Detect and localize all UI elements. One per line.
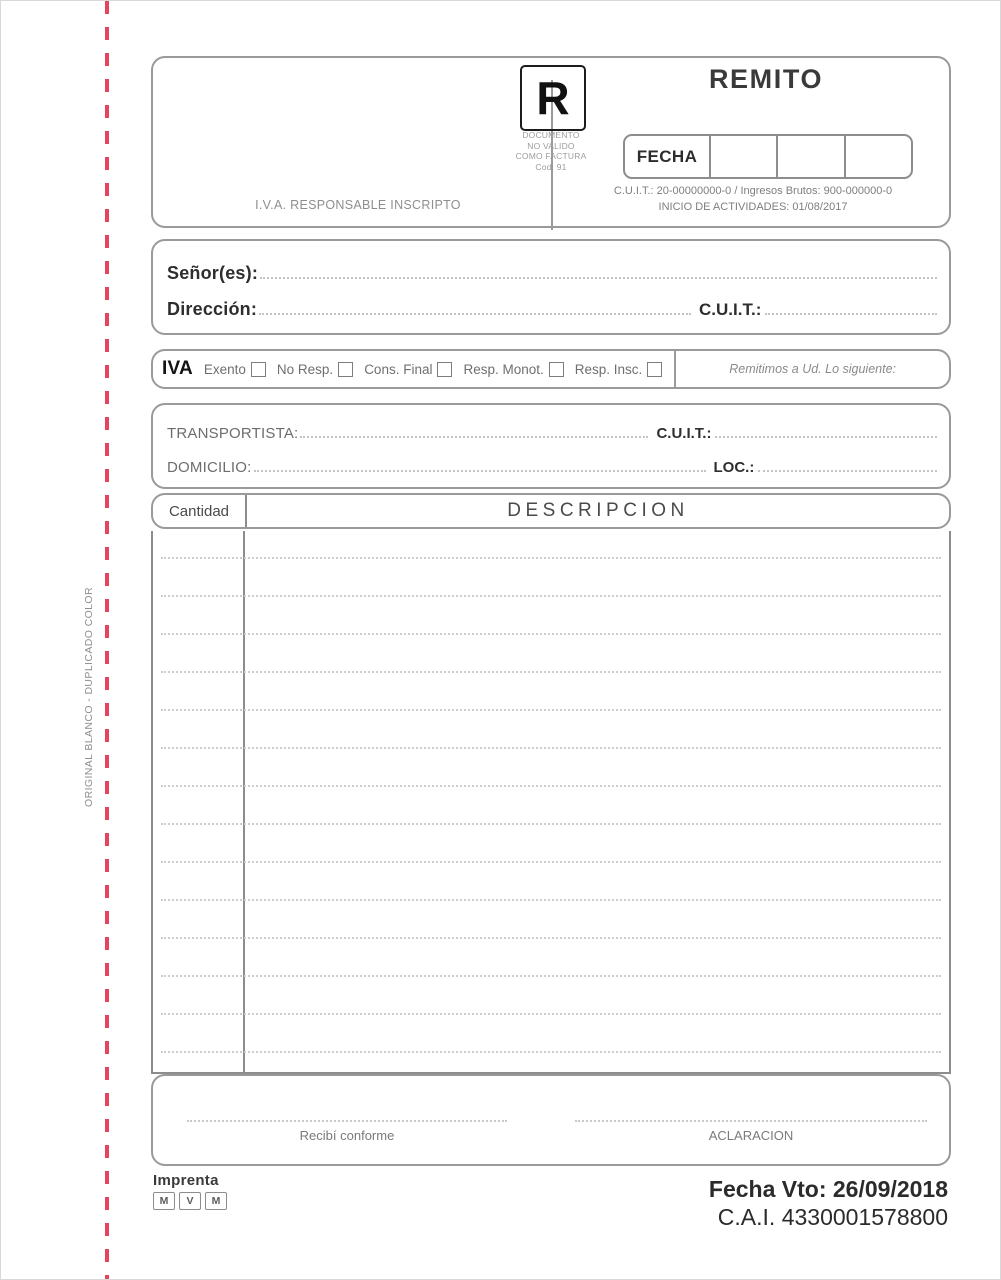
- printer-letter-3: M: [205, 1192, 227, 1210]
- senores-label: Señor(es):: [167, 263, 259, 283]
- fecha-month-cell[interactable]: [776, 136, 843, 177]
- direccion-label: Dirección:: [167, 299, 258, 319]
- table-row[interactable]: [161, 1051, 941, 1053]
- table-row[interactable]: [161, 785, 941, 787]
- items-table-body[interactable]: [151, 531, 951, 1074]
- recibi-conforme-label: Recibí conforme: [299, 1128, 395, 1143]
- domicilio-field-row: [167, 459, 937, 476]
- iva-option-resp-insc-label: Resp. Insc.: [574, 361, 643, 377]
- fecha-vto-text: Fecha Vto: 26/09/2018: [708, 1176, 948, 1202]
- aclaracion-label: ACLARACION: [708, 1128, 794, 1143]
- recibi-conforme-input[interactable]: [187, 1120, 507, 1122]
- senores-input[interactable]: [260, 276, 937, 279]
- loc-label: LOC.:: [713, 459, 755, 476]
- transport-panel: [151, 403, 951, 489]
- direccion-input[interactable]: [259, 312, 691, 315]
- senores-field-row: [167, 263, 937, 284]
- iva-option-no-resp[interactable]: [266, 362, 353, 377]
- items-table-column-divider: [243, 531, 245, 1072]
- iva-option-cons-final-checkbox[interactable]: [437, 362, 452, 377]
- client-cuit-input[interactable]: [765, 312, 937, 315]
- client-panel: [151, 239, 951, 335]
- table-row[interactable]: [161, 633, 941, 635]
- table-row[interactable]: [161, 861, 941, 863]
- table-row[interactable]: [161, 1013, 941, 1015]
- printer-letter-1: M: [153, 1192, 175, 1210]
- table-row[interactable]: [161, 709, 941, 711]
- client-cuit-label: C.U.I.T.:: [699, 300, 762, 319]
- iva-option-cons-final[interactable]: [353, 362, 452, 377]
- cai-block: [709, 1175, 948, 1231]
- iva-note-text: Remitimos a Ud. Lo siguiente:: [729, 362, 897, 376]
- transportista-field-row: [167, 425, 937, 442]
- table-row[interactable]: [161, 937, 941, 939]
- letter-note-line-3: COMO FACTURA: [515, 151, 587, 162]
- iva-option-exento-checkbox[interactable]: [251, 362, 266, 377]
- iva-option-resp-insc-checkbox[interactable]: [647, 362, 662, 377]
- table-row[interactable]: [161, 899, 941, 901]
- iva-option-exento[interactable]: [193, 362, 266, 377]
- domicilio-label: DOMICILIO:: [167, 459, 252, 476]
- fiscal-activity-line: INICIO DE ACTIVIDADES: 01/08/2017: [658, 200, 848, 213]
- table-row[interactable]: [161, 671, 941, 673]
- printer-letter-2: V: [179, 1192, 201, 1210]
- iva-option-resp-monot[interactable]: [452, 362, 563, 377]
- iva-panel: [151, 349, 951, 389]
- aclaracion-input[interactable]: [575, 1120, 927, 1122]
- table-row[interactable]: [161, 975, 941, 977]
- transportista-input[interactable]: [300, 435, 648, 438]
- transport-cuit-label: C.U.I.T.:: [656, 425, 712, 442]
- printer-name: Imprenta: [153, 1172, 219, 1189]
- signature-panel: [151, 1074, 951, 1166]
- fecha-day-cell[interactable]: [709, 136, 776, 177]
- printer-letter-marks: [153, 1192, 227, 1210]
- table-row[interactable]: [161, 595, 941, 597]
- items-table-header: [151, 493, 951, 529]
- fiscal-info: [557, 184, 949, 216]
- letter-note-line-1: DOCUMENTO: [522, 130, 580, 140]
- domicilio-input[interactable]: [254, 469, 706, 472]
- iva-option-no-resp-label: No Resp.: [276, 361, 334, 377]
- iva-tag-label: IVA: [162, 358, 193, 379]
- column-header-cantidad: Cantidad: [168, 502, 230, 520]
- transport-cuit-input[interactable]: [715, 435, 937, 438]
- iva-option-resp-insc[interactable]: [564, 362, 663, 377]
- table-row[interactable]: [161, 823, 941, 825]
- table-row[interactable]: [161, 747, 941, 749]
- fecha-year-cell[interactable]: [844, 136, 911, 177]
- cai-number-text: C.A.I. 4330001578800: [717, 1204, 948, 1231]
- document-letter-box: R: [520, 65, 586, 131]
- iva-option-no-resp-checkbox[interactable]: [338, 362, 353, 377]
- page-title: REMITO: [708, 64, 824, 94]
- iva-option-exento-label: Exento: [203, 361, 246, 377]
- direccion-field-row: [167, 299, 937, 320]
- document-letter-note: [493, 130, 609, 173]
- table-row[interactable]: [161, 557, 941, 559]
- column-header-descripcion: DESCRIPCION: [507, 500, 689, 521]
- copy-type-caption: ORIGINAL BLANCO - DUPLICADO COLOR: [83, 587, 95, 807]
- fecha-label: FECHA: [636, 146, 698, 166]
- perforation-line: [105, 1, 109, 1280]
- loc-input[interactable]: [758, 469, 937, 472]
- letter-note-line-4: Cod. 91: [535, 161, 567, 172]
- iva-options-row: [153, 351, 949, 387]
- iva-condition-label: I.V.A. RESPONSABLE INSCRIPTO: [255, 198, 461, 212]
- fecha-field-group: [623, 134, 913, 179]
- fiscal-cuit-line: C.U.I.T.: 20-00000000-0 / Ingresos Brutos: 900-000000-0: [613, 185, 893, 197]
- iva-option-resp-monot-label: Resp. Monot.: [463, 361, 544, 377]
- iva-option-resp-monot-checkbox[interactable]: [549, 362, 564, 377]
- iva-option-cons-final-label: Cons. Final: [364, 361, 433, 377]
- transportista-label: TRANSPORTISTA:: [167, 425, 299, 442]
- header-panel: [151, 56, 951, 228]
- printer-logo: [153, 1173, 227, 1210]
- letter-note-line-2: NO VALIDO: [527, 140, 575, 151]
